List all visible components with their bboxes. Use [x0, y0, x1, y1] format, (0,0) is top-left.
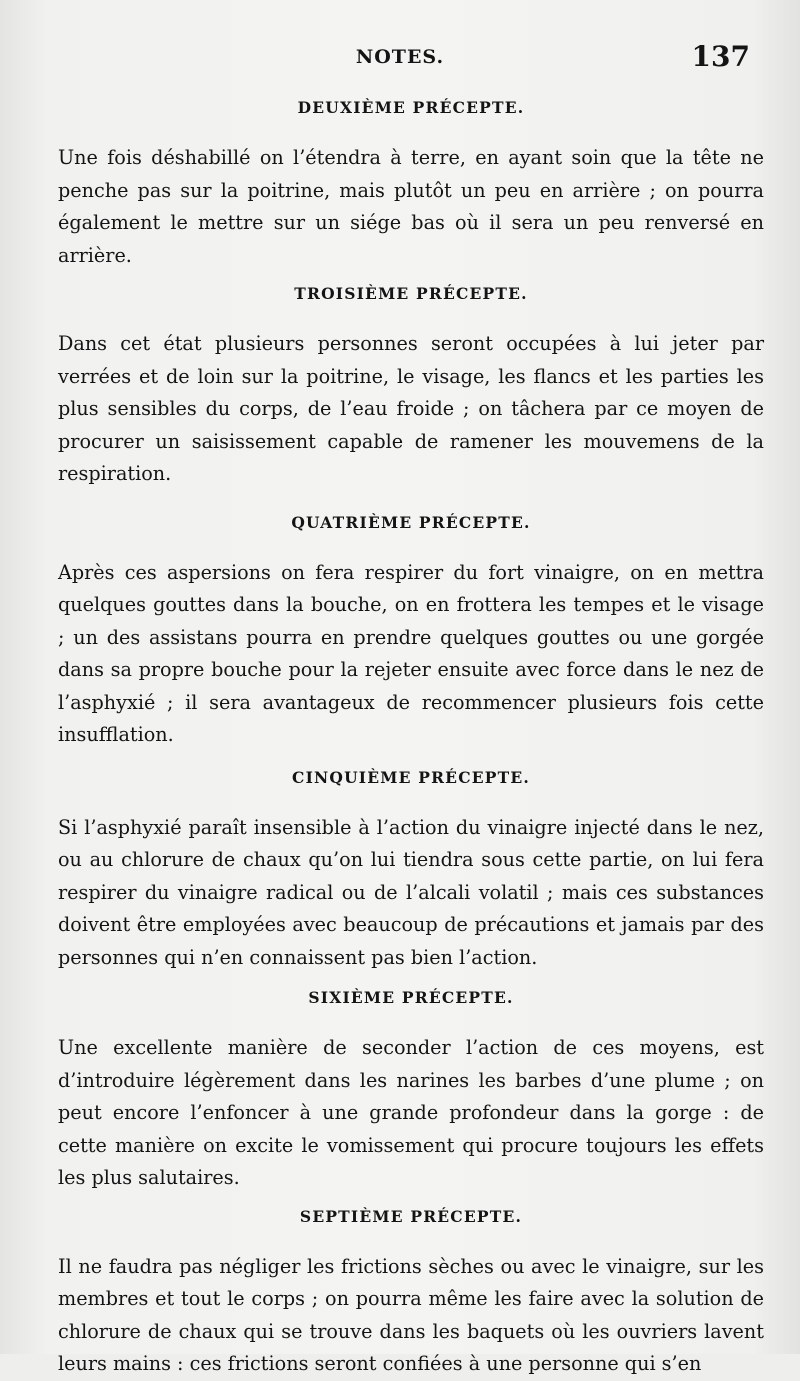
section-heading: QUATRIÈME PRÉCEPTE.	[291, 512, 531, 532]
section-paragraph: Il ne faudra pas négliger les frictions sèches ou avec le vinaigre, sur les membres et tout le corps ; on pourra même les faire avec la solution de chlorure de chaux qui se trouve dans les baquets où les ouvriers lavent leurs mains : ces frictions seront confiées à une personne qui s’en	[58, 1254, 764, 1375]
page-body	[58, 94, 764, 1381]
section-heading: TROISIÈME PRÉCEPTE.	[294, 284, 528, 303]
section-troisieme	[58, 280, 764, 509]
page-header	[0, 40, 800, 74]
section-paragraph: Une excellente manière de seconder l’action de ces moyens, est d’introduire légèrement dans les narines les barbes d’une plume ; on peut encore l’enfoncer à une grande profondeur dans la gorge : de cette manière on excite le vomissement qui procure toujours les effets les plus salutaires.	[58, 1036, 764, 1189]
section-heading: SIXIÈME PRÉCEPTE.	[308, 988, 514, 1007]
section-heading: DEUXIÈME PRÉCEPTE.	[297, 98, 525, 117]
section-paragraph: Une fois déshabillé on l’étendra à terre, en ayant soin que la tête ne penche pas sur la poitrine, mais plutôt un peu en arrière ; on pourra également le mettre sur un siége bas où il sera un peu renversé en arrière.	[58, 146, 764, 267]
running-title: NOTES.	[355, 46, 445, 68]
section-paragraph: Si l’asphyxié paraît insensible à l’action du vinaigre injecté dans le nez, ou au chlorure de chaux qu’on lui tiendra sous cette partie, on lui fera respirer du vinaigre radical ou de l’alcali volatil ; mais ces substances doivent être employées avec beaucoup de précautions et jamais par des personnes qui n’en connaissent pas bien l’action.	[58, 815, 764, 969]
section-cinquieme	[58, 764, 764, 985]
section-deuxieme	[58, 94, 764, 280]
section-heading: SEPTIÈME PRÉCEPTE.	[299, 1206, 523, 1226]
section-heading: CINQUIÈME PRÉCEPTE.	[292, 767, 530, 787]
section-paragraph: Après ces aspersions on fera respirer du fort vinaigre, on en mettra quelques gouttes dans la bouche, on en frottera les tempes et le visage ; un des assistans pourra en prendre quelques gouttes ou une gorgée dans sa propre bouche pour la rejeter ensuite avec force dans le nez de l’asphyxié ; il sera avantageux de recommencer plusieurs fois cette insufflation.	[58, 560, 764, 746]
section-sixieme	[58, 984, 764, 1203]
page-number: 137	[691, 40, 750, 73]
section-paragraph: Dans cet état plusieurs personnes seront occupées à lui jeter par verrées et de loin sur la poitrine, le visage, les flancs et les parties les plus sensibles du corps, de l’eau froide ; on tâchera par ce moyen de procurer un saisissement capable de ramener les mouvemens de la respiration.	[58, 332, 764, 485]
section-quatrieme	[58, 509, 764, 764]
